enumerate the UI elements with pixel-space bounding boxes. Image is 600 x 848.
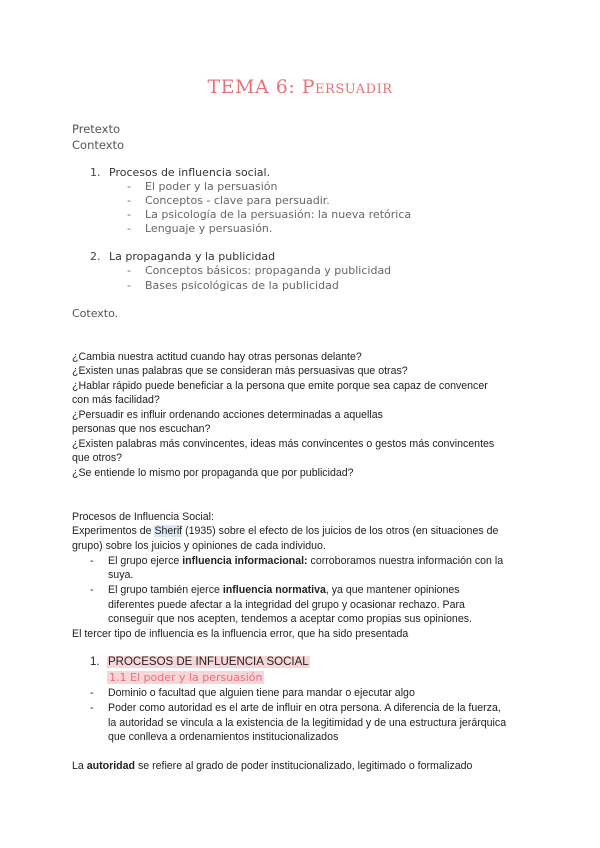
- bullet-text: conseguir que nos acepten, tendemos a aceptar como propias sus opiniones.: [108, 613, 472, 625]
- bullet-text: la autoridad se vincula a la existencia de la legitimidad y de una estructura jerárquica: [108, 717, 507, 729]
- outline-subitem: La psicología de la persuasión: la nueva retórica: [145, 208, 412, 221]
- highlighted-name: Sherif: [154, 525, 183, 537]
- experiment-line: grupo) sobre los juicios y opiniones de cada individuo.: [72, 540, 326, 552]
- outline-item-label: Procesos de influencia social.: [109, 166, 271, 179]
- bullet-dash: -: [90, 555, 94, 567]
- contexto-label: Contexto: [72, 138, 125, 152]
- outline-subitem: Conceptos básicos: propaganda y publicidad: [145, 264, 392, 277]
- outline-subitem: Lenguaje y persuasión.: [145, 222, 273, 235]
- bullet-text: El grupo también ejerce influencia normativa, ya que mantener opiniones: [108, 584, 460, 596]
- bullet-dash: -: [90, 702, 94, 714]
- bullet-text: que conlleva a ordenamientos institucionalizados: [108, 731, 339, 743]
- question-line: ¿Hablar rápido puede beneficiar a la persona que emite porque sea capaz de convencer: [72, 380, 488, 392]
- outline-dash: -: [127, 264, 131, 277]
- authority-paragraph: La autoridad se refiere al grado de poder institucionalizado, legitimado o formalizado: [72, 760, 473, 772]
- outline-dash: -: [127, 279, 131, 292]
- outline-number: 2.: [90, 250, 101, 263]
- question-line: personas que nos escuchan?: [72, 423, 211, 435]
- outline-number: 1.: [90, 166, 101, 179]
- question-line: con más facilidad?: [72, 394, 160, 406]
- outline-dash: -: [127, 180, 131, 193]
- pretexto-label: Pretexto: [72, 122, 121, 136]
- outline-subitem: Bases psicológicas de la publicidad: [145, 279, 339, 292]
- subsection-heading: 1.1 El poder y la persuasión: [109, 671, 263, 684]
- bullet-text: suya.: [108, 569, 134, 581]
- question-line: que otros?: [72, 452, 123, 464]
- cotexto-label: Cotexto.: [72, 307, 119, 320]
- paragraph-line: El tercer tipo de influencia es la influencia error, que ha sido presentada: [72, 628, 409, 640]
- question-line: ¿Se entiende lo mismo por propaganda que por publicidad?: [72, 467, 354, 479]
- question-line: ¿Persuadir es influir ordenando acciones determinadas a aquellas: [72, 409, 383, 421]
- section-heading: PROCESOS DE INFLUENCIA SOCIAL: [108, 656, 309, 668]
- bullet-text: El grupo ejerce influencia informacional: corroboramos nuestra información con la: [108, 555, 504, 567]
- outline-dash: -: [127, 222, 131, 235]
- outline-subitem: Conceptos - clave para persuadir.: [145, 194, 330, 207]
- page-title: [0, 76, 600, 98]
- outline-dash: -: [127, 194, 131, 207]
- section-number: 1.: [90, 656, 100, 668]
- bullet-dash: -: [90, 687, 94, 699]
- question-line: ¿Existen unas palabras que se consideran más persuasivas que otras?: [72, 365, 408, 377]
- experiment-line: Experimentos de Sherif (1935) sobre el efecto de los juicios de los otros (en situaciones de: [72, 525, 499, 537]
- bullet-dash: -: [90, 584, 94, 596]
- bullet-text: Dominio o facultad que alguien tiene para mandar o ejecutar algo: [108, 687, 415, 699]
- outline-dash: -: [127, 208, 131, 221]
- bullet-text: Poder como autoridad es el arte de influir en otra persona. A diferencia de la fuerza,: [108, 702, 501, 714]
- outline-subitem: El poder y la persuasión: [145, 180, 278, 193]
- question-line: ¿Existen palabras más convincentes, ideas más convincentes o gestos más convincentes: [72, 438, 495, 450]
- influence-heading: Procesos de Influencia Social:: [72, 511, 214, 523]
- bullet-text: diferentes puede afectar a la integridad del grupo y ocasionar rechazo. Para: [108, 599, 465, 611]
- outline-item-label: La propaganda y la publicidad: [109, 250, 276, 263]
- title-main: TEMA 6:: [207, 76, 296, 98]
- title-sub: Persuadir: [301, 76, 393, 98]
- question-line: ¿Cambia nuestra actitud cuando hay otras personas delante?: [72, 351, 362, 363]
